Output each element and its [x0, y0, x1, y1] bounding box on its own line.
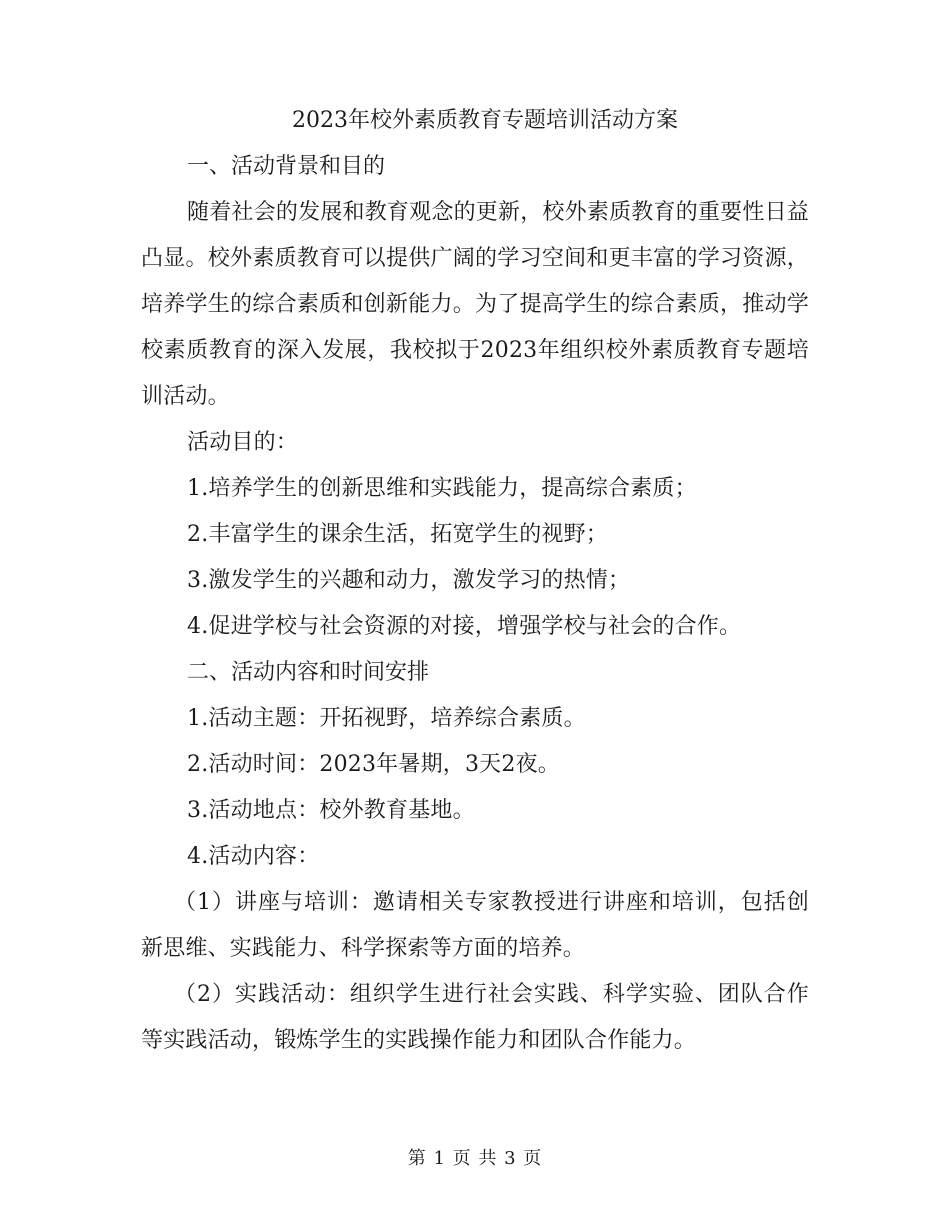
sub-item-lectures: （1）讲座与培训：邀请相关专家教授进行讲座和培训，包括创新思维、实践能力、科学探索等方面的培养。 [141, 890, 809, 961]
page-number-footer: 第 1 页 共 3 页 [407, 1148, 543, 1169]
list-item-purpose-2: 2.丰富学生的课余生活，拓宽学生的视野； [187, 522, 608, 547]
list-item-time: 2.活动时间：2023年暑期，3天2夜。 [187, 752, 560, 777]
list-item-purpose-3: 3.激发学生的兴趣和动力，激发学习的热情； [187, 568, 631, 593]
paragraph-purpose-label: 活动目的： [187, 430, 299, 455]
list-item-theme: 1.活动主题：开拓视野，培养综合素质。 [187, 706, 586, 731]
list-item-location: 3.活动地点：校外教育基地。 [187, 798, 475, 823]
list-item-content-label: 4.活动内容： [187, 844, 320, 869]
list-item-purpose-4: 4.促进学校与社会资源的对接，增强学校与社会的合作。 [187, 614, 742, 639]
section-heading-content: 二、活动内容和时间安排 [187, 660, 430, 685]
list-item-purpose-1: 1.培养学生的创新思维和实践能力，提高综合素质； [187, 476, 697, 501]
section-heading-background: 一、活动背景和目的 [187, 154, 386, 179]
paragraph-background: 随着社会的发展和教育观念的更新，校外素质教育的重要性日益凸显。校外素质教育可以提供广阔的学习空间和更丰富的学习资源，培养学生的综合素质和创新能力。为了提高学生的综合素质，推动学校素质教育的深入发展，我校拟于2023年组织校外素质教育专题培训活动。 [141, 200, 809, 409]
sub-item-practice: （2）实践活动：组织学生进行社会实践、科学实验、团队合作等实践活动，锻炼学生的实践操作能力和团队合作能力。 [141, 982, 809, 1053]
document-title: 2023年校外素质教育专题培训活动方案 [292, 108, 678, 133]
document-body [141, 98, 809, 1064]
